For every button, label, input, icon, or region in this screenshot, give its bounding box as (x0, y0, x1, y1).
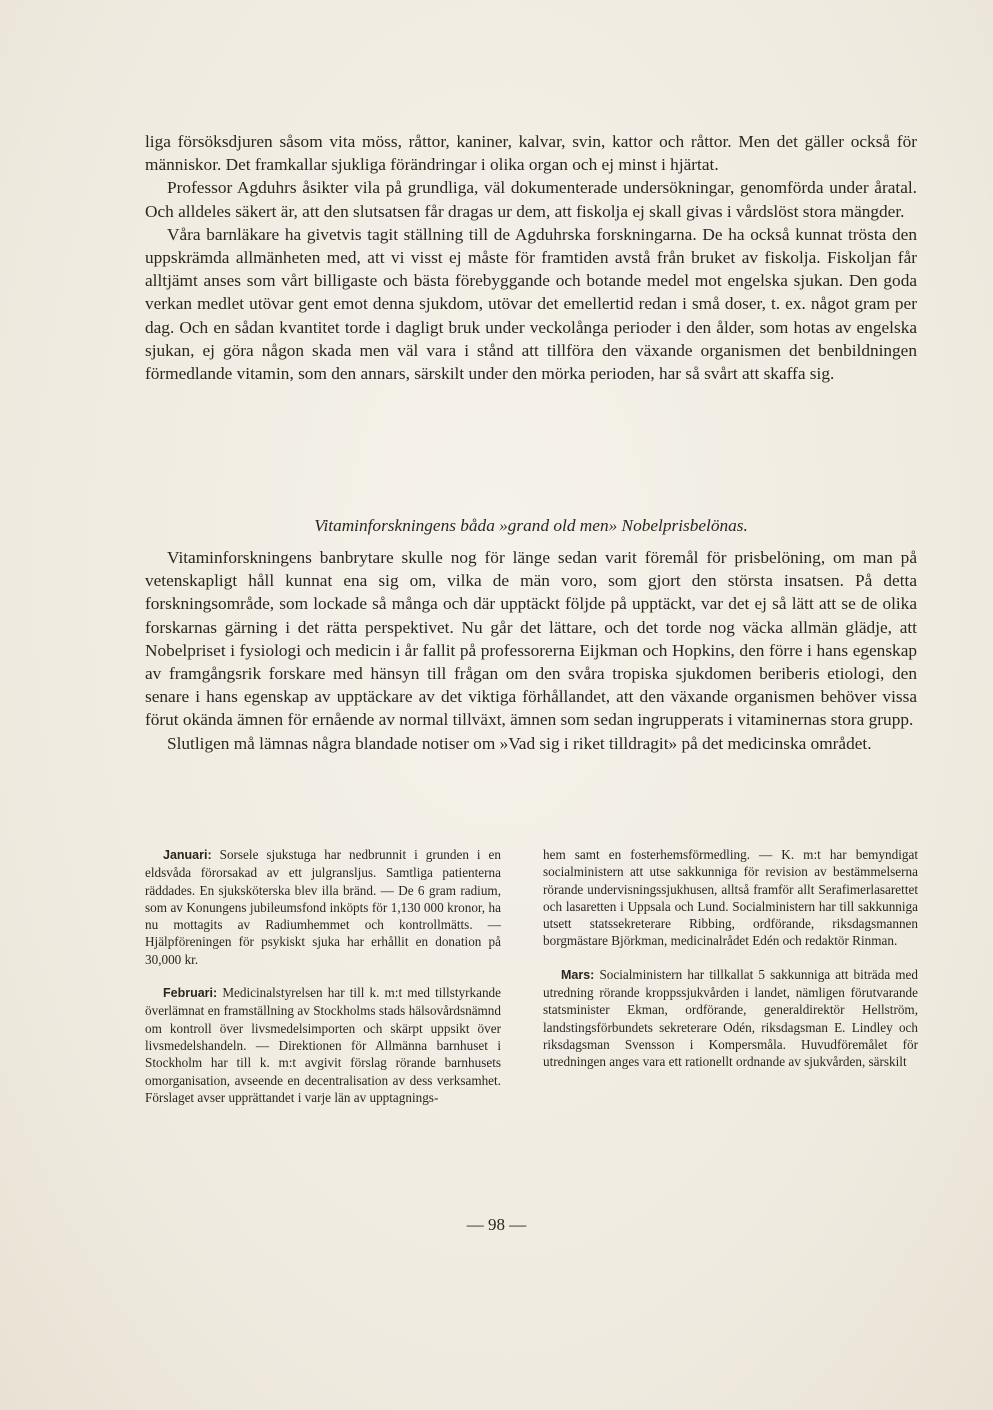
notice-februari (145, 984, 501, 1106)
notice-januari (145, 846, 501, 968)
intro-paragraph-1: liga försöksdjuren såsom vita möss, råttor, kaniner, kalvar, svin, kattor och råttor. Men det gäller också för människor. Det framkallar sjukliga förändringar i olika organ och ej minst i hjärtat. (145, 132, 917, 175)
section-heading: Vitaminforskningens båda »grand old men» Nobelprisbelönas. (314, 516, 748, 535)
section-paragraph-2: Slutligen må lämnas några blandade notiser om »Vad sig i riket tilldragit» på det medicinska området. (167, 733, 872, 753)
intro-text (145, 130, 917, 385)
notices-left-column (145, 846, 501, 1106)
notice-mars (543, 966, 918, 1071)
month-label-mars: Mars: (561, 967, 595, 982)
notice-februari-text: Medicinalstyrelsen har till k. m:t med tillstyrkande överlämnat en framställning av Stockholms stads hälsovårdsnämnd om kontroll över livsmedelsimporten och skärpt uppsikt över livsmedelshandeln. — Direktionen för Allmänna barnhuset i Stockholm har till k. m:t avgivit förslag rörande barnhusets omorganisation, avseende en decentralisation av dess verksamhet. Förslaget avser upprättandet i varje län av upptagnings- (145, 985, 501, 1105)
month-label-januari: Januari: (163, 848, 212, 862)
section-paragraph-1: Vitaminforskningens banbrytare skulle nog för länge sedan varit föremål för prisbelöning, om man på vetenskapligt håll kunnat ena sig om, vilka de män voro, som gjort den största insatsen. På detta forskningsområde, som lockade så många och där upptäckt följde på upptäckt, var det ej så lätt att se de olika forskarnas gärning i det rätta perspektivet. Nu går det lättare, och det torde nog väcka allmän glädje, att Nobelpriset i fysiologi och medicin i år fallit på professorerna Eijkman och Hopkins, den förre i hans egenskap av framgångsrik forskare med hänsyn till frågan om den svåra tropiska sjukdomen beriberis etiologi, den senare i hans egenskap av upptäckare av det viktiga förhållandet, att den växande organismen behöver vissa förut okända ämnen för ernående av normal tillväxt, ämnen som sedan ingrupperats i vitaminernas stora grupp. (145, 548, 917, 730)
notices-right-column (543, 846, 918, 1071)
intro-paragraph-3: Våra barnläkare ha givetvis tagit ställning till de Agduhrska forskningarna. De ha också kunnat trösta den uppskrämda allmänheten med, att vi visst ej måste för framtiden avstå från bruket av fiskolja. Fiskoljan får alltjämt anses som vårt billigaste och bästa förebyggande och botande medel mot engelska sjukan. Den goda verkan medlet utövar gent emot denna sjukdom, utövar det emellertid redan i små doser, t. ex. något gram per dag. Och en sådan kvantitet torde i dagligt bruk under veckolånga perioder i den ålder, som hotas av engelska sjukan, ej göra någon skada men väl vara i stånd att tillföra den växande organismen det benbildningen förmedlande vitamin, som den annars, särskilt under den mörka perioden, har så svårt att skaffa sig. (145, 224, 917, 384)
notice-februari-continued: hem samt en fosterhemsförmedling. — K. m:t har bemyndigat socialministern att utse sakkunniga för revision av bestämmelserna rörande undervisningssjukhusen, alltså framför allt Serafimerlasarettet och lasaretten i Uppsala och Lund. Socialministern har till sakkunniga utsett statssekreterare Ribbing, ordförande, riksdagsmannen borgmästare Björkman, medicinalrådet Edén och redaktör Rinman. (543, 847, 918, 949)
page-number: — 98 — (466, 1215, 527, 1234)
notice-mars-text: Socialministern har tillkallat 5 sakkunniga att biträda med utredning rörande kroppssjukvården i landet, nämligen förutvarande statsminister Ekman, ordförande, generaldirektör Hellström, landstingsförbundets sekreterare Odén, riksdagsman E. Lindley och riksdagsman Svensson i Kompersmåla. Huvudföremålet för utredningen anges vara ett rationellt ordnande av sjukvården, särskilt (543, 966, 918, 1070)
intro-paragraph-2: Professor Agduhrs åsikter vila på grundliga, väl dokumenterade undersökningar, genomförda under åratal. Och alldeles säkert är, att den slutsatsen får dragas ur dem, att fiskolja ej skall givas i vårdslöst stora mängder. (145, 178, 917, 221)
notice-januari-text: Sorsele sjukstuga har nedbrunnit i grunden i en eldsvåda förorsakad av ett julgransljus. Samtliga patienterna räddades. En sjuksköterska blev illa bränd. — De 6 gram radium, som av Konungens jubileumsfond inköpts för 1,130 000 kronor, ha nu mottagits av Radiumhemmet och kontrollmätts. — Hjälpföreningen för psykiskt sjuka har erhållit en donation på 30,000 kr. (145, 847, 501, 967)
month-label-februari: Februari: (163, 986, 218, 1001)
section-text (145, 546, 917, 755)
